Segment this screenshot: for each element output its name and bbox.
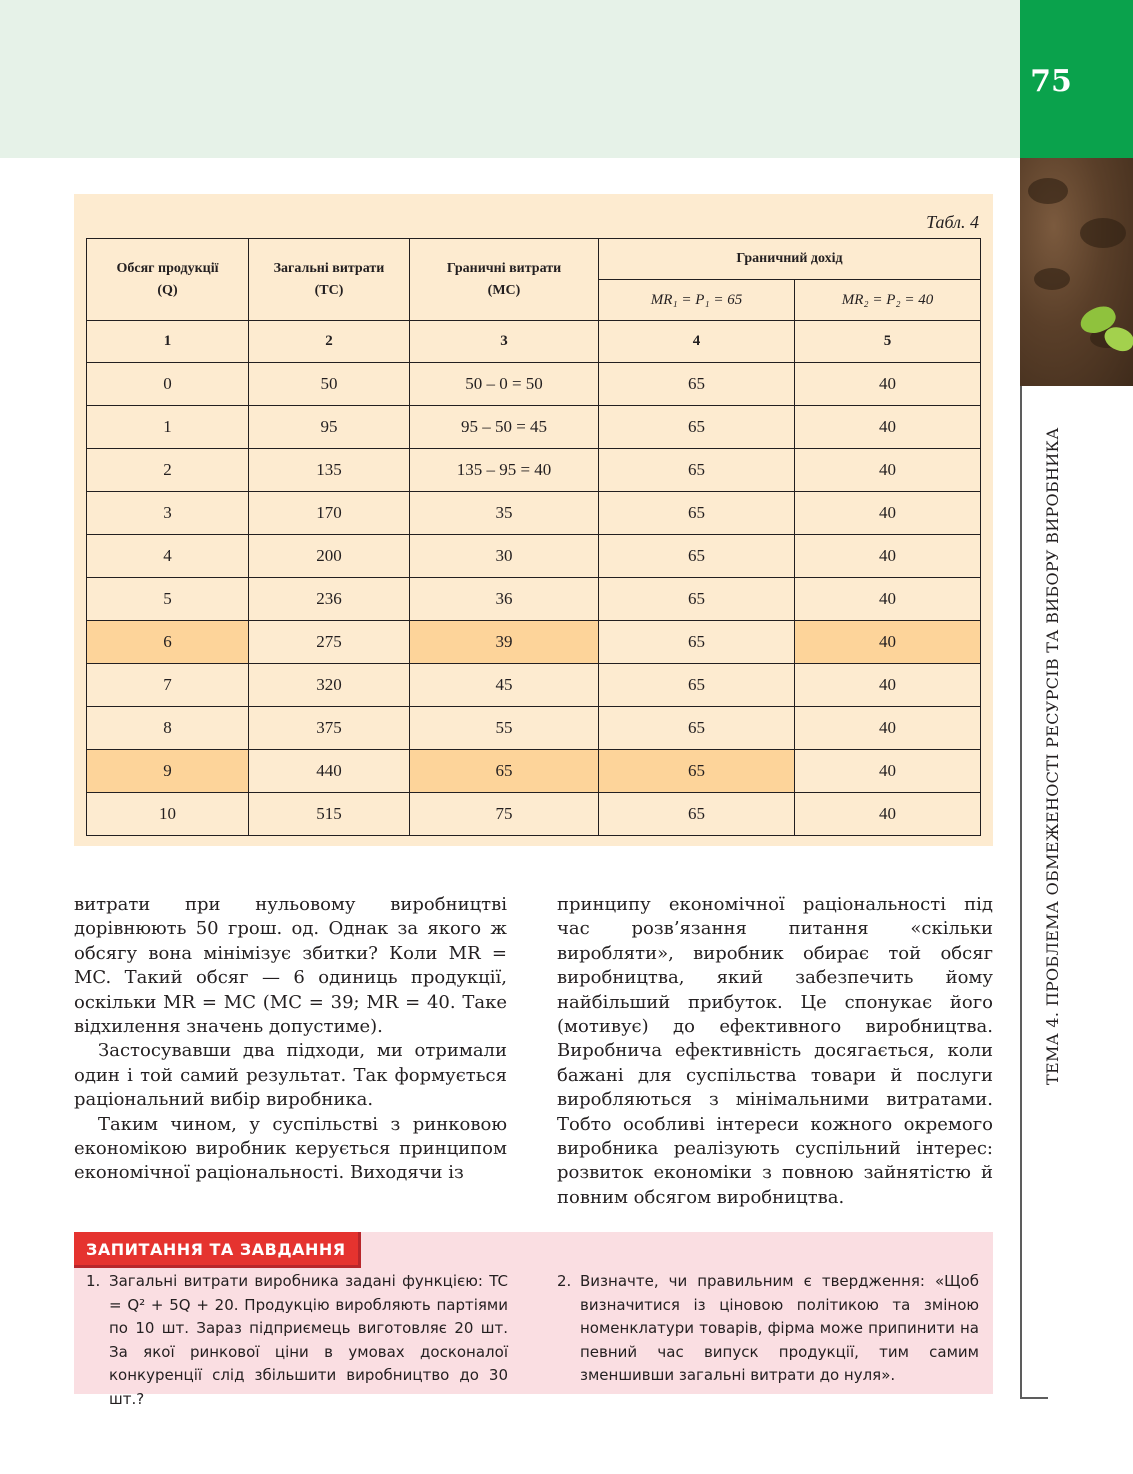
cell-mc: 35 bbox=[410, 492, 599, 535]
cell-mc: 39 bbox=[410, 621, 599, 664]
cell-mr1: 65 bbox=[599, 621, 795, 664]
table-panel bbox=[74, 194, 993, 846]
header-marginal-revenue: Граничний дохід bbox=[599, 239, 981, 280]
header-mr1 bbox=[599, 280, 795, 321]
index-cell: 4 bbox=[599, 321, 795, 363]
cell-mc: 30 bbox=[410, 535, 599, 578]
cell-mc: 45 bbox=[410, 664, 599, 707]
table-row bbox=[87, 406, 981, 449]
cell-mr1: 65 bbox=[599, 535, 795, 578]
side-rule-foot bbox=[1020, 1397, 1048, 1399]
table-row bbox=[87, 664, 981, 707]
cell-q: 9 bbox=[87, 750, 249, 793]
cell-tc: 320 bbox=[249, 664, 410, 707]
cell-mr2: 40 bbox=[795, 363, 981, 406]
cell-mr2: 40 bbox=[795, 664, 981, 707]
header-total-cost bbox=[249, 239, 410, 321]
cell-tc: 375 bbox=[249, 707, 410, 750]
cell-q: 6 bbox=[87, 621, 249, 664]
header-total-cost-symbol: (TC) bbox=[314, 282, 344, 298]
table-index-row bbox=[87, 321, 981, 363]
cell-mc: 36 bbox=[410, 578, 599, 621]
questions-header: ЗАПИТАННЯ ТА ЗАВДАННЯ bbox=[74, 1232, 361, 1268]
cell-q: 8 bbox=[87, 707, 249, 750]
cell-mc: 135 – 95 = 40 bbox=[410, 449, 599, 492]
soil-clump bbox=[1080, 218, 1126, 248]
cell-q: 0 bbox=[87, 363, 249, 406]
cell-q: 1 bbox=[87, 406, 249, 449]
cell-mr2: 40 bbox=[795, 750, 981, 793]
cell-mr2: 40 bbox=[795, 535, 981, 578]
text-column-right bbox=[557, 893, 993, 1210]
header-quantity-label: Обсяг продукції bbox=[116, 260, 219, 276]
table-caption: Табл. 4 bbox=[926, 212, 979, 232]
cell-q: 4 bbox=[87, 535, 249, 578]
cell-mr2: 40 bbox=[795, 707, 981, 750]
header-mr2 bbox=[795, 280, 981, 321]
cell-tc: 236 bbox=[249, 578, 410, 621]
cell-mr1: 65 bbox=[599, 406, 795, 449]
header-mr1-label: MR₁ = P₁ = 65 bbox=[650, 292, 743, 308]
cell-tc: 515 bbox=[249, 793, 410, 836]
table-row bbox=[87, 793, 981, 836]
paragraph: принципу економічної раціональності під час розв’язання питання «скільки виробляти», виробник обирає той обсяг виробництва, який забезпечить йому найбільший прибуток. Це спонукає його (мотивує) до ефективного виробництва. Виробнича ефективність досягається, коли бажані для суспільства товари й послуги виробляються з мінімальними витратами. Тобто особливі інтереси кожного окремого виробника реалізують суспільний інтерес: розвиток економіки з повною зайнятістю й повним обсягом виробництва. bbox=[557, 894, 993, 1208]
header-marginal-cost bbox=[410, 239, 599, 321]
cell-mr1: 65 bbox=[599, 492, 795, 535]
header-quantity bbox=[87, 239, 249, 321]
cell-mr2: 40 bbox=[795, 449, 981, 492]
question-text: Загальні витрати виробника задані функцією: TC = Q² + 5Q + 20. Продукцію виробляють партіями по 10 шт. Зараз підприємець виготовляє 20 шт. За якої ринкової ціни в умовах досконалої конкуренції слід збільшити виробництво до 30 шт.? bbox=[109, 1272, 508, 1408]
header-marginal-cost-label: Граничні витрати bbox=[446, 260, 562, 276]
cell-q: 7 bbox=[87, 664, 249, 707]
table-header-row bbox=[87, 239, 981, 280]
index-cell: 2 bbox=[249, 321, 410, 363]
index-cell: 3 bbox=[410, 321, 599, 363]
paragraph: Таким чином, у суспільстві з ринковою економікою виробник керується принципом економічної раціональності. Виходячи із bbox=[74, 1113, 507, 1184]
cell-mr2: 40 bbox=[795, 621, 981, 664]
cell-q: 5 bbox=[87, 578, 249, 621]
cell-tc: 275 bbox=[249, 621, 410, 664]
cell-tc: 95 bbox=[249, 406, 410, 449]
cell-mr1: 65 bbox=[599, 707, 795, 750]
cell-mc: 50 – 0 = 50 bbox=[410, 363, 599, 406]
cell-q: 2 bbox=[87, 449, 249, 492]
cell-mr2: 40 bbox=[795, 793, 981, 836]
cell-mc: 55 bbox=[410, 707, 599, 750]
table-row bbox=[87, 492, 981, 535]
question-text: Визначте, чи правильним є твердження: «Щоб визначитися із ціновою політикою та зміною номенклатури товарів, фірма може припинити на певний час випуск продукції, тим самим зменшивши загальні витрати до нуля». bbox=[580, 1272, 979, 1384]
cell-mc: 75 bbox=[410, 793, 599, 836]
index-cell: 5 bbox=[795, 321, 981, 363]
side-rule bbox=[1020, 386, 1022, 1398]
cell-tc: 440 bbox=[249, 750, 410, 793]
header-total-cost-label: Загальні витрати bbox=[273, 260, 385, 276]
table-row bbox=[87, 449, 981, 492]
header-marginal-cost-symbol: (MC) bbox=[487, 282, 521, 298]
cell-mr1: 65 bbox=[599, 578, 795, 621]
question-number: 2. bbox=[557, 1272, 572, 1290]
cell-mr1: 65 bbox=[599, 363, 795, 406]
cell-q: 3 bbox=[87, 492, 249, 535]
cell-mr2: 40 bbox=[795, 406, 981, 449]
cell-mr2: 40 bbox=[795, 492, 981, 535]
paragraph: Застосувавши два підходи, ми отримали один і той самий результат. Так формується раціональний вибір виробника. bbox=[74, 1040, 507, 1111]
table-row bbox=[87, 578, 981, 621]
text-column-left bbox=[74, 893, 507, 1186]
cell-mr1: 65 bbox=[599, 793, 795, 836]
cell-mc: 65 bbox=[410, 750, 599, 793]
cell-tc: 200 bbox=[249, 535, 410, 578]
table-row bbox=[87, 363, 981, 406]
paragraph: витрати при нульовому виробництві дорівнюють 50 грош. од. Однак за якого ж обсягу вона мінімізує збитки? Коли MR = MC. Такий обсяг — 6 одиниць продукції, оскільки MR = MC (MC = 39; MR = 40. Таке відхилення значень допустиме). bbox=[74, 894, 507, 1038]
header-quantity-symbol: (Q) bbox=[157, 282, 178, 298]
cell-mr1: 65 bbox=[599, 750, 795, 793]
table-row bbox=[87, 707, 981, 750]
soil-sprout-photo bbox=[1020, 158, 1133, 386]
cell-mc: 95 – 50 = 45 bbox=[410, 406, 599, 449]
index-cell: 1 bbox=[87, 321, 249, 363]
cell-tc: 135 bbox=[249, 449, 410, 492]
cost-revenue-table bbox=[86, 238, 981, 836]
cell-q: 10 bbox=[87, 793, 249, 836]
table-row-highlight-mr1 bbox=[87, 750, 981, 793]
cell-mr2: 40 bbox=[795, 578, 981, 621]
cell-mr1: 65 bbox=[599, 664, 795, 707]
page-number: 75 bbox=[1030, 64, 1072, 99]
cell-tc: 170 bbox=[249, 492, 410, 535]
soil-clump bbox=[1034, 268, 1070, 290]
cell-tc: 50 bbox=[249, 363, 410, 406]
soil-clump bbox=[1028, 178, 1068, 204]
cell-mr1: 65 bbox=[599, 449, 795, 492]
table-row-highlight-mr2 bbox=[87, 621, 981, 664]
question-number: 1. bbox=[86, 1272, 101, 1290]
header-band bbox=[0, 0, 1020, 158]
header-mr2-label: MR₂ = P₂ = 40 bbox=[841, 292, 934, 308]
table-row bbox=[87, 535, 981, 578]
side-topic-title: ТЕМА 4. ПРОБЛЕМА ОБМЕЖЕНОСТІ РЕСУРСІВ ТА ВИБОРУ ВИРОБНИКА bbox=[1043, 427, 1062, 1085]
